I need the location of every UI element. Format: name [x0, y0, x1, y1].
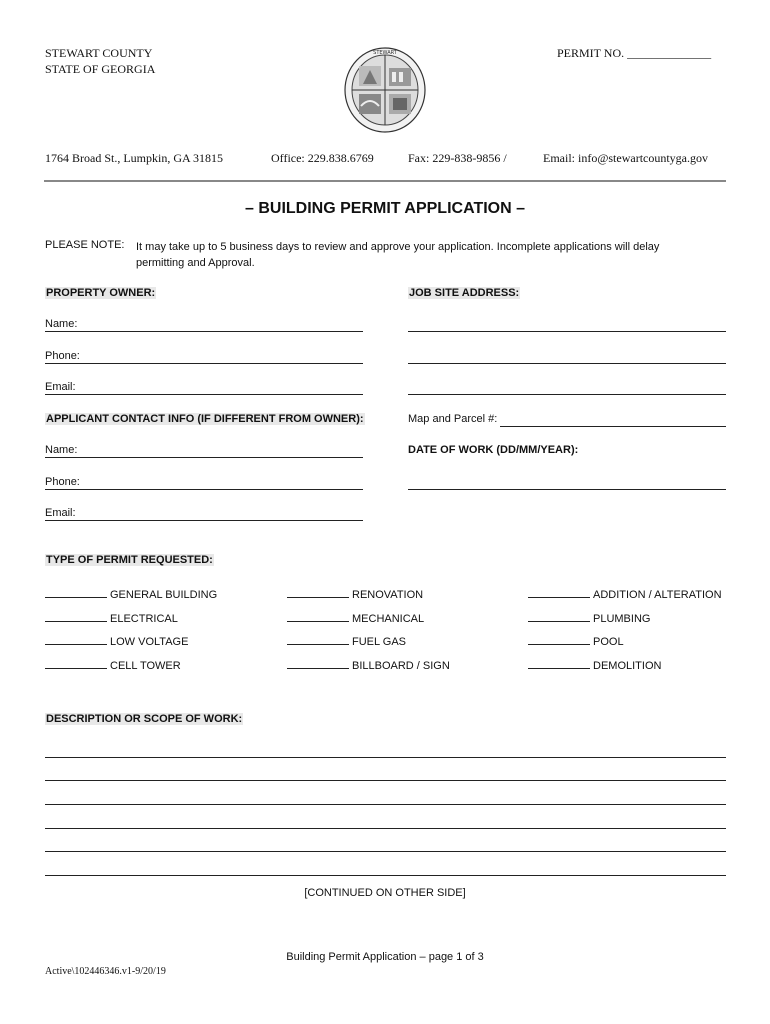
permit-option-billboard-sign[interactable]: BILLBOARD / SIGN: [287, 658, 450, 672]
page-title: – BUILDING PERMIT APPLICATION –: [244, 200, 525, 217]
permit-option-demolition[interactable]: DEMOLITION: [528, 658, 661, 672]
property-owner-heading: PROPERTY OWNER:: [46, 287, 156, 299]
header-divider: [44, 180, 726, 182]
job-site-address-line-1[interactable]: [408, 331, 726, 332]
permit-option-mechanical[interactable]: MECHANICAL: [287, 611, 424, 625]
job-site-address-line-3[interactable]: [408, 394, 726, 395]
permit-option-fuel-gas[interactable]: FUEL GAS: [287, 634, 406, 648]
county-name: STEWART COUNTY: [45, 46, 153, 60]
applicant-phone-label: Phone:: [45, 476, 80, 488]
scope-line-5[interactable]: [45, 851, 726, 852]
owner-phone-label: Phone:: [45, 350, 80, 362]
note-text: It may take up to 5 business days to review and approve your application. Incomplete applications will delay permitting and Approval.: [136, 241, 660, 269]
date-of-work-heading: DATE OF WORK (DD/MM/YEAR):: [408, 444, 579, 456]
owner-email-field[interactable]: [45, 394, 363, 395]
page-footer: Building Permit Application – page 1 of 3: [286, 951, 484, 963]
job-site-heading: JOB SITE ADDRESS:: [409, 287, 520, 299]
scope-line-6[interactable]: [45, 875, 726, 876]
permit-option-pool[interactable]: POOL: [528, 634, 624, 648]
scope-heading: DESCRIPTION OR SCOPE OF WORK:: [46, 713, 243, 725]
scope-line-4[interactable]: [45, 828, 726, 829]
state-name: STATE OF GEORGIA: [45, 62, 156, 76]
owner-phone-field[interactable]: [45, 363, 363, 364]
office-phone: Office: 229.838.6769: [271, 151, 374, 165]
permit-option-low-voltage[interactable]: LOW VOLTAGE: [45, 634, 188, 648]
note-label: PLEASE NOTE:: [45, 239, 125, 251]
permit-option-general-building[interactable]: GENERAL BUILDING: [45, 587, 217, 601]
applicant-name-field[interactable]: [45, 457, 363, 458]
document-id: Active\102446346.v1-9/20/19: [45, 966, 166, 977]
date-of-work-field[interactable]: [408, 489, 726, 490]
owner-name-label: Name:: [45, 318, 78, 330]
scope-line-1[interactable]: [45, 757, 726, 758]
applicant-phone-field[interactable]: [45, 489, 363, 490]
permit-option-electrical[interactable]: ELECTRICAL: [45, 611, 178, 625]
applicant-email-field[interactable]: [45, 520, 363, 521]
owner-email-label: Email:: [45, 381, 76, 393]
permit-option-cell-tower[interactable]: CELL TOWER: [45, 658, 181, 672]
map-parcel-label: Map and Parcel #:: [408, 413, 498, 425]
owner-name-field[interactable]: [45, 331, 363, 332]
permit-option-renovation[interactable]: RENOVATION: [287, 587, 423, 601]
scope-line-2[interactable]: [45, 780, 726, 781]
county-seal-icon: [343, 46, 427, 134]
permit-option-addition-alteration[interactable]: ADDITION / ALTERATION: [528, 587, 722, 601]
office-email: Email: info@stewartcountyga.gov: [543, 151, 709, 165]
scope-line-3[interactable]: [45, 804, 726, 805]
applicant-heading: APPLICANT CONTACT INFO (IF DIFFERENT FROM OWNER):: [46, 413, 364, 425]
continued-note: [CONTINUED ON OTHER SIDE]: [304, 887, 466, 899]
map-parcel-field[interactable]: [500, 426, 726, 427]
svg-text:STEWART: STEWART: [373, 50, 397, 56]
permit-option-plumbing[interactable]: PLUMBING: [528, 611, 650, 625]
office-fax: Fax: 229-838-9856 /: [408, 151, 507, 165]
applicant-email-label: Email:: [45, 507, 76, 519]
permit-number: PERMIT NO. ______________: [557, 46, 712, 60]
job-site-address-line-2[interactable]: [408, 363, 726, 364]
applicant-name-label: Name:: [45, 444, 78, 456]
office-address: 1764 Broad St., Lumpkin, GA 31815: [45, 151, 224, 165]
permit-type-heading: TYPE OF PERMIT REQUESTED:: [46, 554, 213, 566]
